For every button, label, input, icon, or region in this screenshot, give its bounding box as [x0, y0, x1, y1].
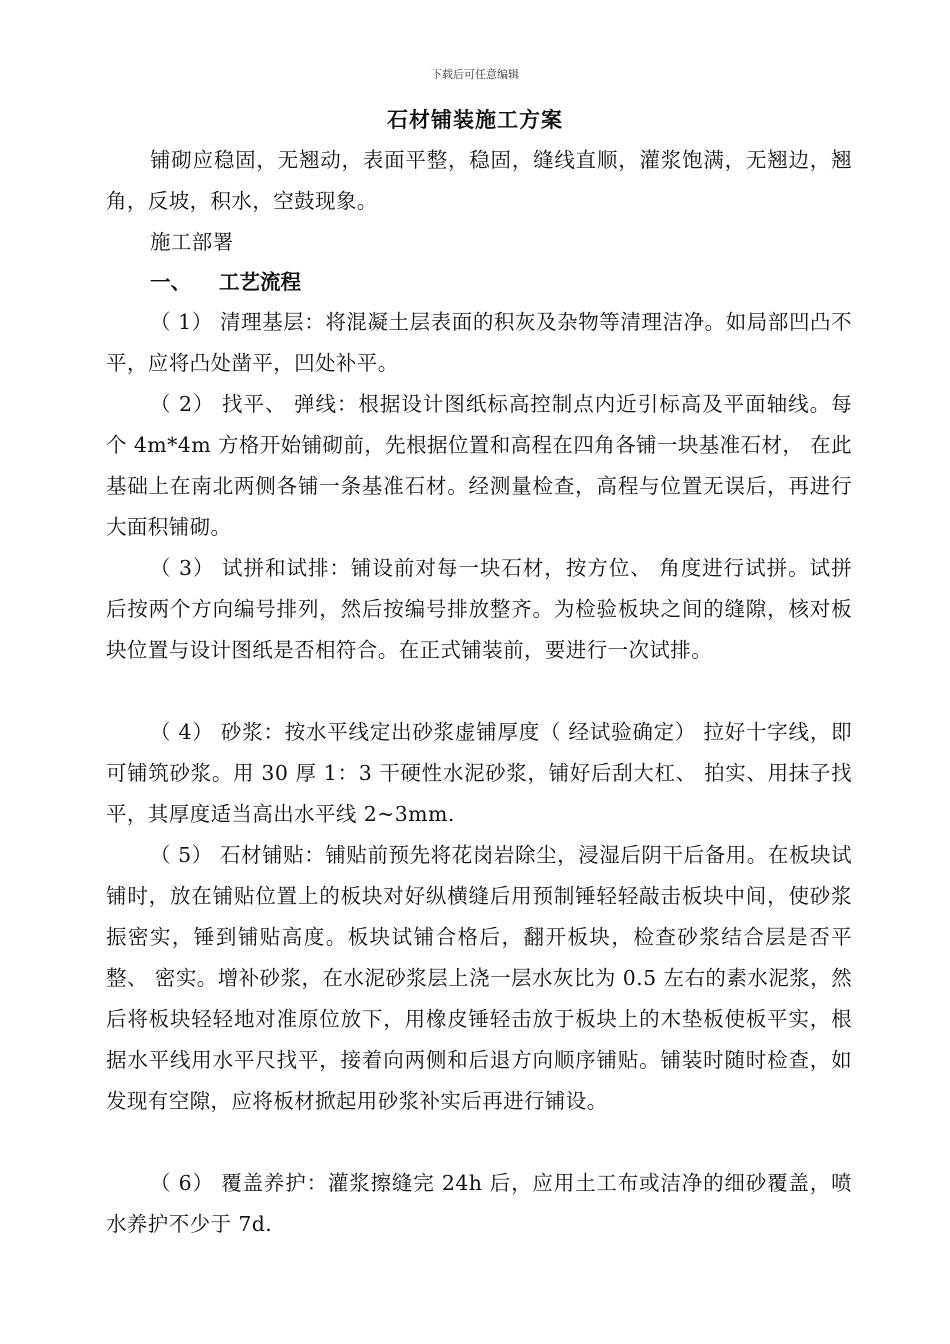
section-heading-text: 工艺流程 — [219, 270, 301, 294]
document-title: 石材铺装施工方案 — [387, 107, 563, 132]
step-paragraph-6: （ 6） 覆盖养护：灌浆擦缝完 24h 后，应用土工布或洁净的细砂覆盖，喷水养护不少于 7d. — [106, 1171, 852, 1236]
step-paragraph-3: （ 3） 试拼和试排：铺设前对每一块石材，按方位、 角度进行试拼。试拼后按两个方向编号排列，然后按编号排放整齐。为检验板块之间的缝隙，核对板块位置与设计图纸是否相符合。在正式铺装前，要进行一次试排。 — [106, 556, 852, 662]
page-header-note: 下载后可任意编辑 — [431, 68, 519, 81]
step-paragraph-1: （ 1） 清理基层：将混凝土层表面的积灰及杂物等清理洁净。如局部凹凸不平，应将凸处凿平，凹处补平。 — [106, 310, 852, 375]
intro-paragraph: 铺砌应稳固，无翘动，表面平整，稳固，缝线直顺，灌浆饱满，无翘边，翘角，反坡，积水，空鼓现象。 — [106, 148, 852, 213]
step-paragraph-5: （ 5） 石材铺贴：铺贴前预先将花岗岩除尘，浸湿后阴干后备用。在板块试铺时，放在铺贴位置上的板块对好纵横缝后用预制锤轻轻敲击板块中间，使砂浆振密实，锤到铺贴高度。板块试铺合格后，翻开板块，检查砂浆结合层是否平整、 密实。增补砂浆，在水泥砂浆层上浇一层水灰比为 0.5 左右的素水泥浆，然后将板块轻轻地对准原位放下，用橡皮锤轻击放于板块上的木垫板使板平实，根据水平线用水平尺找平，接着向两侧和后退方向顺序铺贴。铺装时随时检查，如发现有空隙，应将板材掀起用砂浆补实后再进行铺设。 — [106, 843, 852, 1113]
section-label: 施工部署 — [150, 230, 234, 254]
step-paragraph-2: （ 2） 找平、 弹线：根据设计图纸标高控制点内近引标高及平面轴线。每个 4m*4m 方格开始铺砌前，先根据位置和高程在四角各铺一块基准石材， 在此基础上在南北两侧各铺一条基准石材。经测量检查，高程与位置无误后，再进行大面积铺砌。 — [106, 392, 852, 539]
step-paragraph-4: （ 4） 砂浆：按水平线定出砂浆虚铺厚度（ 经试验确定） 拉好十字线，即可铺筑砂浆。用 30 厚 1：3 干硬性水泥砂浆，铺好后刮大杠、 拍实、用抹子找平，其厚度适当高出水平线 2~3mm. — [106, 720, 852, 826]
section-heading-number: 一、 — [150, 270, 191, 294]
section-heading — [150, 262, 301, 303]
